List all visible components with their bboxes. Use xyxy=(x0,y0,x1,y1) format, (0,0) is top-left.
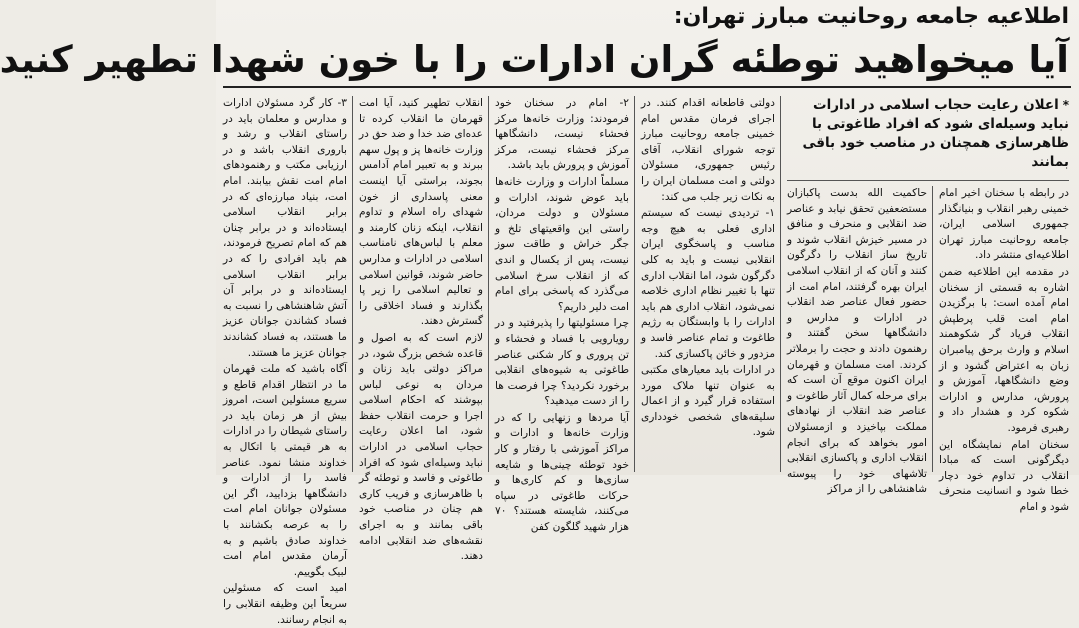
paragraph: در ادارات باید معیارهای مکتبی به عنوان تنها ملاک مورد استفاده قرار گیرد و از اعمال سلیقه‌های شخصی خودداری شود. xyxy=(641,364,775,439)
paragraph: امید است که مسئولین سریعاً این وظیفه انقلابی را به انجام رسانند. xyxy=(223,582,347,626)
column-divider xyxy=(932,186,933,472)
paragraph: در رابطه با سخنان اخیر امام خمینی رهبر انقلاب و بنیانگذار جمهوری اسلامی ایران، جامعه روحانیت مبارز تهران اطلاعیه‌ای منتشر داد. xyxy=(939,187,1069,262)
column-divider xyxy=(634,96,635,472)
article-column-5 xyxy=(359,96,483,563)
paragraph: ۱- تردیدی نیست که سیستم اداری فعلی به هیچ وجه مناسب و پاسخگوی ایران انقلابی نیست و باید به کلی دگرگون شود، اما انقلاب اداری تنها با تغییر نظام اداری خلاصه نمی‌شود، انقلاب اداری هم باید ادارات را با وابستگان به رژیم طاغوت و تمام عناصر فاسد و مزدور و خائن پاکسازی کند. xyxy=(641,207,775,360)
paragraph: لازم است که به اصول و قاعده شخص بزرگ شود، در مراکز دولتی باید زنان و مردان به نوعی لباس بپوشند که احکام اسلامی اجرا و حرمت انقلاب حفظ شود، اما اعلان رعایت حجاب اسلامی در ادارات نباید وسیله‌ای شود که افراد طاغوتی و فاسد و توطئه گر با ظاهرسازی و فریب کاری هم چنان در مناصب خود باقی بمانند و به اجرای نقشه‌های ضد انقلابی ادامه دهند. xyxy=(359,331,483,563)
column-divider xyxy=(352,96,353,472)
paragraph: آگاه باشید که ملت قهرمان ما در انتظار اقدام قاطع و سریع مسئولین است، امروز بیش از هر زمان باید در راستای شیطان را در ادارات به هر قیمتی با اتکال به خداوند منشا نمود. عناصر فاسد را از ادارات و دانشگاهها بزدایید، اگر این مسئولان جوانان امام امت را به عرصه بکشانند با خداوند صادق باشیم و به آرمان مقدس امام امت لبیک بگوییم. xyxy=(223,363,347,578)
article-column-4 xyxy=(495,96,629,534)
article-headline: آیا میخواهید توطئه گران ادارات را با خون شهدا تطهیر کنید xyxy=(0,38,1069,81)
column-divider xyxy=(780,96,781,472)
article-column-1 xyxy=(939,186,1069,513)
paragraph: ۳- کار گرد مسئولان ادارات و مدارس و معلمان باید در راستای انقلاب و رشد و باروری انقلاب باشد و در ارزیابی مکتب و رهنمودهای امام امت نقش بیابند. امام امت، بنیاد مبارزه‌ای که در برابر انقلاب اسلامی ایستاده‌اند و در برابر چنان هم که امام تصریح فرمودند، هم باید افرادی را که در برابر انقلاب اسلامی ایستاده‌اند و در برابر آن آتش شاهنشاهی را نسبت به فساد کشاندن جوانان عزیز ما هستند، به فساد کشاندند جوانان عزیز ما هستند. xyxy=(223,97,347,359)
paragraph: در مقدمه این اطلاعیه ضمن اشاره به قسمتی از سخنان امام آمده است: با برگزیدن امام امت قلب پرطپش انقلاب فریاد گر شکوهمند اسلام و وارث برحق پیامبران زبان به اعتراض گشود و از وضع دانشگاهها، آموزش و پرورش، مدارس و ادارات شکوه کرد و هشدار داد و رهبری فرمود. xyxy=(939,265,1069,434)
paragraph: حاکمیت الله بدست پاکبازان مستضعفین تحقق نیابد و عناصر ضد انقلابی و منحرف و منافق در مسیر خیزش انقلاب شوند و تاریخ ساز انقلاب را دگرگون کنند و آنان که از انقلاب اسلامی ایران بهره گرفتند، امام امت از حضور فعال عناصر ضد انقلاب در ادارات و مدارس و دانشگاهها سخن گفتند و رهنمون دادند و حجت را برملاتر کردند. امت مسلمان و قهرمان ایران اکنون موقع آن است که برای مرحله کمال آثار طاغوت و عناصر ضد انقلاب از نهادهای مملکت بپاخیزد و ازمسئولان امور بخواهد که برای انجام انقلاب اداری و پاکسازی انقلابی تلاشهای خود را پیوسته شاهنشاهی را از مراکز xyxy=(787,187,927,496)
intro-box-rule xyxy=(787,180,1069,181)
intro-highlight-box xyxy=(787,96,1069,176)
paragraph: سخنان امام نمایشگاه این دیگرگونی است که مبادا انقلاب در تداوم خود دچار خطا شود و انسانیت منحرف شود و امام xyxy=(939,438,1069,513)
intro-text: اعلان رعایت حجاب اسلامی در ادارات نباید وسیله‌ای شود که افراد طاغوتی با ظاهرسازی همچنان در مناصب خود باقی بمانند xyxy=(802,97,1069,170)
article-subheadline: اطلاعیه جامعه روحانیت مبارز تهران: xyxy=(673,4,1069,29)
paragraph: آیا مردها و زنهایی را که در وزارت خانه‌ها و ادارات و مراکز آموزشی با رفتار و کار خود توطئه چینی‌ها و شایعه سازی‌ها و کم کاری‌ها و حرکات طاغوتی در سپاه می‌کنند، شایسته هستند؟ ۷۰ هزار شهید گلگون کفن xyxy=(495,411,629,534)
paragraph: انقلاب تطهیر کنید، آیا امت قهرمان ما انقلاب کرده تا عده‌ای ضد خدا و ضد حق در وزارت خانه‌ها پز و پول سهم ببرند و به تعبیر امام آدامس بجوند، براستی آیا اینست معنی پاسداری از خون شهدای راه اسلام و تداوم انقلاب، اینکه زنان کارمند و معلم با لباس‌های نامناسب اسلامی در ادارات و مدارس حاضر شوند، قوانین اسلامی و تعالیم اسلامی را زیر پا بگذارند و فساد اخلاقی را گسترش دهند. xyxy=(359,97,483,328)
bullet-icon: * xyxy=(1062,98,1069,112)
paragraph: مسلماً ادارات و وزارت خانه‌ها باید عوض شوند، ادارات و مسئولان و دولت مردان، راستی این واقعیتهای تلخ و جگر خراش و طاقت سوز نیست، پس از یکسال و اندی که از انقلاب سرخ اسلامی می‌گذرد که پاسخی برای امام امت دلیر داریم؟ xyxy=(495,175,629,313)
paragraph: ۲- امام در سخنان خود فرمودند: وزارت خانه‌ها مرکز فحشاء نیست، دانشگاهها مرکز فحشاء نیست، مرکز آموزش و پرورش باید باشد. xyxy=(495,97,629,172)
article-column-2 xyxy=(787,186,927,496)
headline-rule xyxy=(223,86,1071,88)
column-divider xyxy=(488,96,489,472)
paragraph: دولتی قاطعانه اقدام کنند. در اجرای فرمان مقدس امام خمینی جامعه روحانیت مبارز توجه شورای انقلاب، آقای رئیس جمهوری، مسئولان دولتی و امت مسلمان ایران را به نکات زیر جلب می کند: xyxy=(641,97,775,203)
paragraph: چرا مسئولیتها را پذیرفتید و در رویارویی با فساد و فحشاء و تن پروری و کار شکنی عناصر طاغوتی به شیوه‌های انقلابی برخورد نکردید؟ چرا فرصت ها را از دست میدهید؟ xyxy=(495,317,629,408)
article-column-6 xyxy=(223,96,347,626)
article-column-3 xyxy=(641,96,775,472)
